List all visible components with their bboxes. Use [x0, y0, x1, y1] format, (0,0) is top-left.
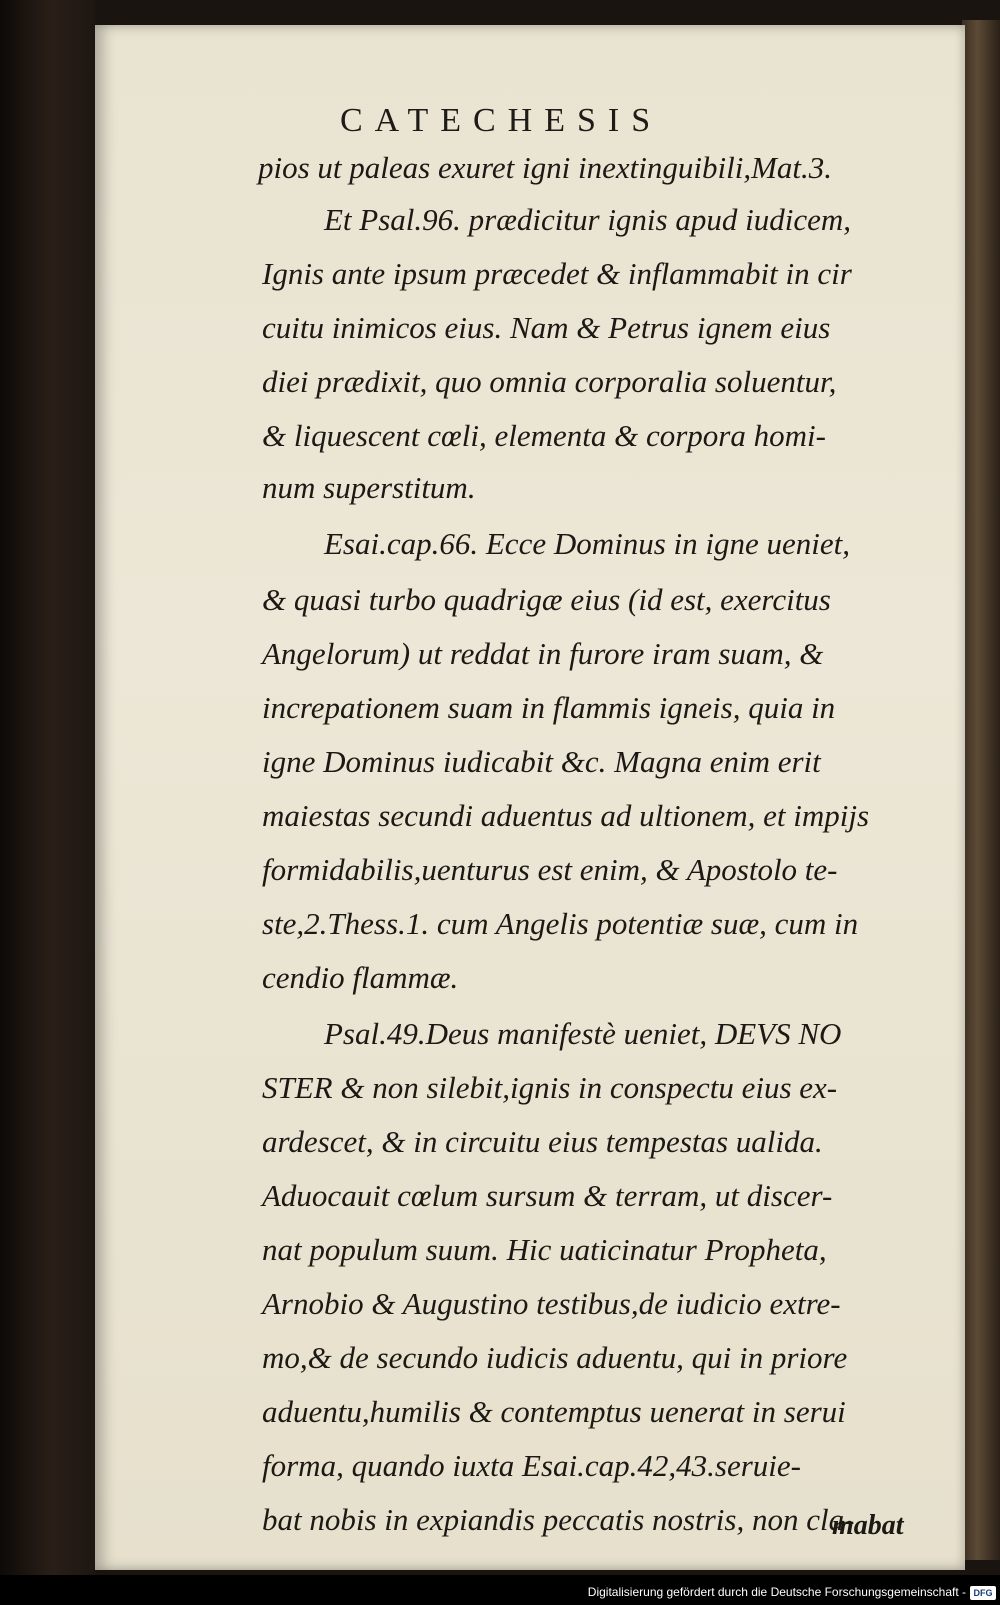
- text-line: Et Psal.96. prædicitur ignis apud iudicem,: [324, 202, 851, 237]
- catchword: mabat: [832, 1510, 904, 1541]
- footer-credit: Digitalisierung gefördert durch die Deutsche Forschungsgemeinschaft -: [587, 1585, 966, 1599]
- text-line: Psal.49.Deus manifestè ueniet, DEVS NO: [324, 1016, 842, 1051]
- text-line: nat populum suum. Hic uaticinatur Propheta,: [262, 1232, 827, 1267]
- text-line: maiestas secundi aduentus ad ultionem, et impijs: [262, 798, 870, 833]
- footer-bar: [0, 1575, 1000, 1605]
- text-line: increpationem suam in flammis igneis, quia in: [262, 690, 836, 725]
- text-line: diei prædixit, quo omnia corporalia soluentur,: [262, 364, 837, 399]
- dfg-logo-text: DFG: [973, 1588, 993, 1598]
- text-line: aduentu,humilis & contemptus uenerat in serui: [262, 1394, 846, 1429]
- text-line: forma, quando iuxta Esai.cap.42,43.seruie-: [262, 1448, 802, 1483]
- text-line: ste,2.Thess.1. cum Angelis potentiæ suæ, cum in: [262, 906, 859, 941]
- text-line: Esai.cap.66. Ecce Dominus in igne ueniet,: [324, 526, 851, 561]
- running-head: CATECHESIS: [340, 102, 663, 139]
- book-fore-edge: [962, 20, 1000, 1560]
- text-line: Arnobio & Augustino testibus,de iudicio extre-: [262, 1286, 841, 1321]
- text-line: ardescet, & in circuitu eius tempestas ualida.: [262, 1124, 823, 1159]
- text-line: Angelorum) ut reddat in furore iram suam, &: [262, 636, 824, 671]
- text-line: formidabilis,uenturus est enim, & Apostolo te-: [262, 852, 838, 887]
- text-line: pios ut paleas exuret igni inextinguibili,Mat.3.: [258, 150, 832, 185]
- text-line: igne Dominus iudicabit &c. Magna enim erit: [262, 744, 821, 779]
- text-line: cendio flammæ.: [262, 960, 459, 995]
- text-line: bat nobis in expiandis peccatis nostris, non cla-: [262, 1502, 855, 1537]
- text-line: mo,& de secundo iudicis aduentu, qui in priore: [262, 1340, 848, 1375]
- dfg-logo-icon: [970, 1586, 996, 1600]
- text-line: & liquescent cœli, elementa & corpora homi-: [262, 418, 826, 453]
- text-line: & quasi turbo quadrigæ eius (id est, exercitus: [262, 582, 831, 617]
- text-line: STER & non silebit,ignis in conspectu eius ex-: [262, 1070, 838, 1105]
- text-line: Ignis ante ipsum præcedet & inflammabit in cir: [262, 256, 852, 291]
- text-line: Aduocauit cœlum sursum & terram, ut discer-: [262, 1178, 833, 1213]
- text-line: cuitu inimicos eius. Nam & Petrus ignem eius: [262, 310, 831, 345]
- text-line: num superstitum.: [262, 470, 476, 505]
- book-binding-edge: [0, 0, 95, 1605]
